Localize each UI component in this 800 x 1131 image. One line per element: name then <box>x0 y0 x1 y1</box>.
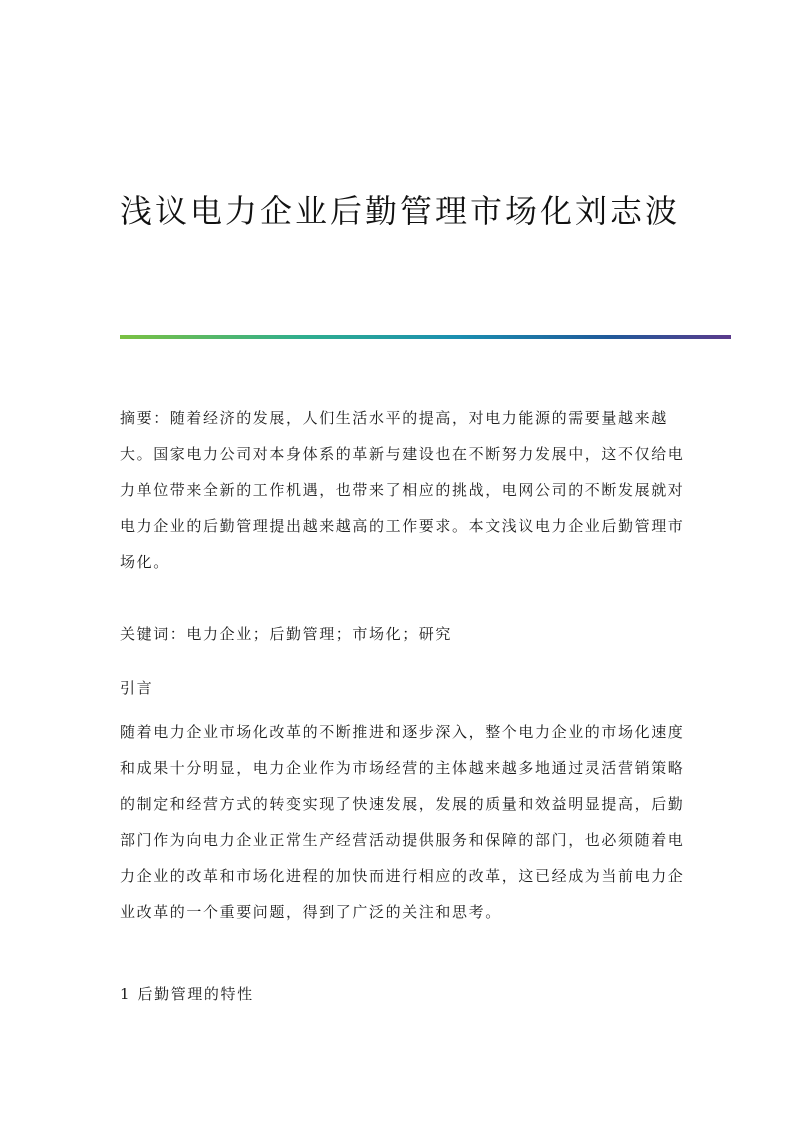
document-title: 浅议电力企业后勤管理市场化刘志波 <box>119 192 680 230</box>
intro-heading: 引言 <box>120 679 154 697</box>
keywords-line: 关键词：电力企业；后勤管理；市场化；研究 <box>120 625 453 643</box>
section-heading: 1 后勤管理的特性 <box>120 985 254 1003</box>
abstract-paragraph: 摘要：随着经济的发展，人们生活水平的提高，对电力能源的需要量越来越大。国家电力公司对本身体系的革新与建设也在不断努力发展中，这不仅给电力单位带来全新的工作机遇，也带来了相应的挑战，电网公司的不断发展就对电力企业的后勤管理提出越来越高的工作要求。本文浅议电力企业后勤管理市场化。 <box>120 409 685 571</box>
intro-paragraph: 随着电力企业市场化改革的不断推进和逐步深入，整个电力企业的市场化速度和成果十分明显，电力企业作为市场经营的主体越来越多地通过灵活营销策略的制定和经营方式的转变实现了快速发展，发展的质量和效益明显提高，后勤部门作为向电力企业正常生产经营活动提供服务和保障的部门，也必须随着电力企业的改革和市场化进程的加快而进行相应的改革，这已经成为当前电力企业改革的一个重要问题，得到了广泛的关注和思考。 <box>120 723 685 921</box>
title-divider <box>120 335 731 339</box>
